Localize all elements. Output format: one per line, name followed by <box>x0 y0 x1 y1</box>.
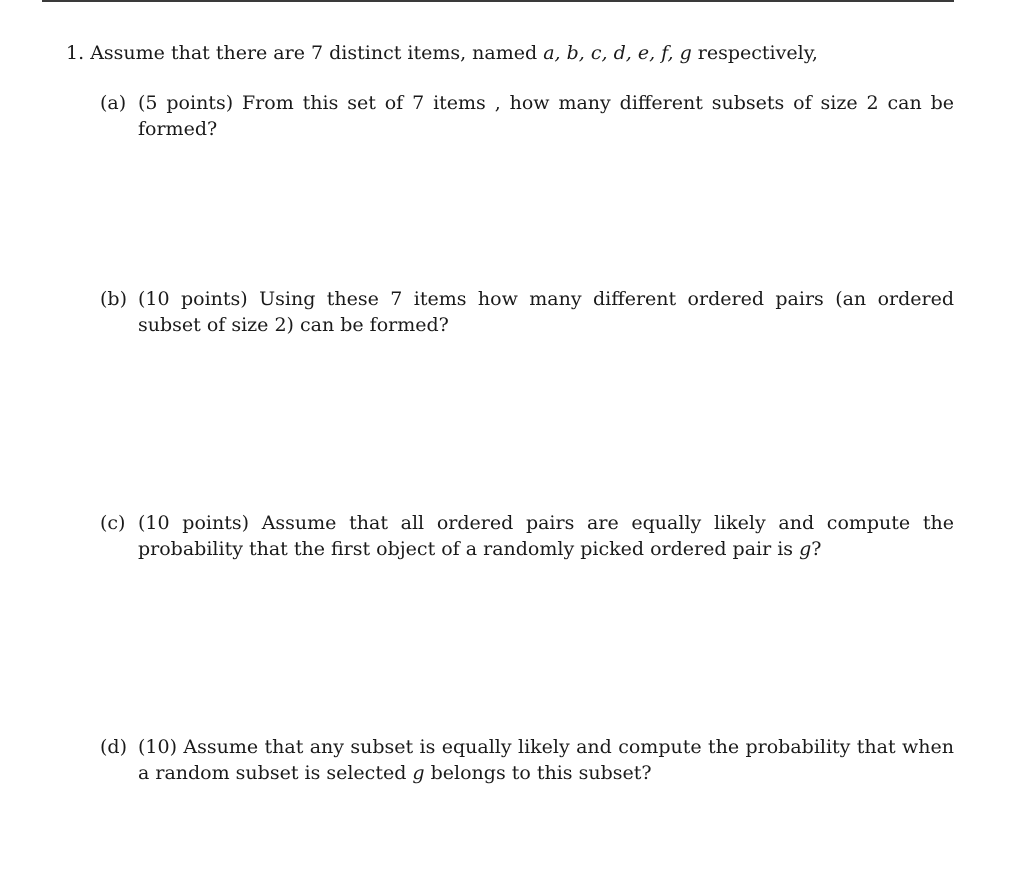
question-intro-prefix: Assume that there are 7 distinct items, named <box>90 42 538 64</box>
part-c-label: (c) <box>100 512 126 534</box>
part-b-text: (10 points) Using these 7 items how many different ordered pairs (an ordered subset of size 2) can be formed? <box>138 288 954 336</box>
part-a-text: (5 points) From this set of 7 items , how many different subsets of size 2 can be formed? <box>138 92 954 140</box>
part-b-label: (b) <box>100 288 127 310</box>
part-a-label: (a) <box>100 92 127 114</box>
part-c-math: g <box>799 538 812 560</box>
top-rule <box>42 0 954 2</box>
question-items-math: a, b, c, d, e, f, g <box>543 42 692 64</box>
part-d-text-suffix: belongs to this subset? <box>430 762 652 784</box>
question-stem <box>66 40 818 66</box>
question-number: 1. <box>66 42 85 64</box>
part-c-text-suffix: ? <box>811 538 822 560</box>
question-intro-suffix: respectively, <box>697 42 818 64</box>
part-d-label: (d) <box>100 736 127 758</box>
part-c-text-prefix: (10 points) Assume that all ordered pairs are equally likely and compute the probability that the first object of a randomly picked ordered pair is <box>138 512 954 560</box>
part-c-text <box>138 510 954 562</box>
part-d-math: g <box>412 762 425 784</box>
part-d-text-prefix: (10) Assume that any subset is equally likely and compute the probability that when a random subset is selected <box>138 736 954 784</box>
part-d-text <box>138 734 954 786</box>
